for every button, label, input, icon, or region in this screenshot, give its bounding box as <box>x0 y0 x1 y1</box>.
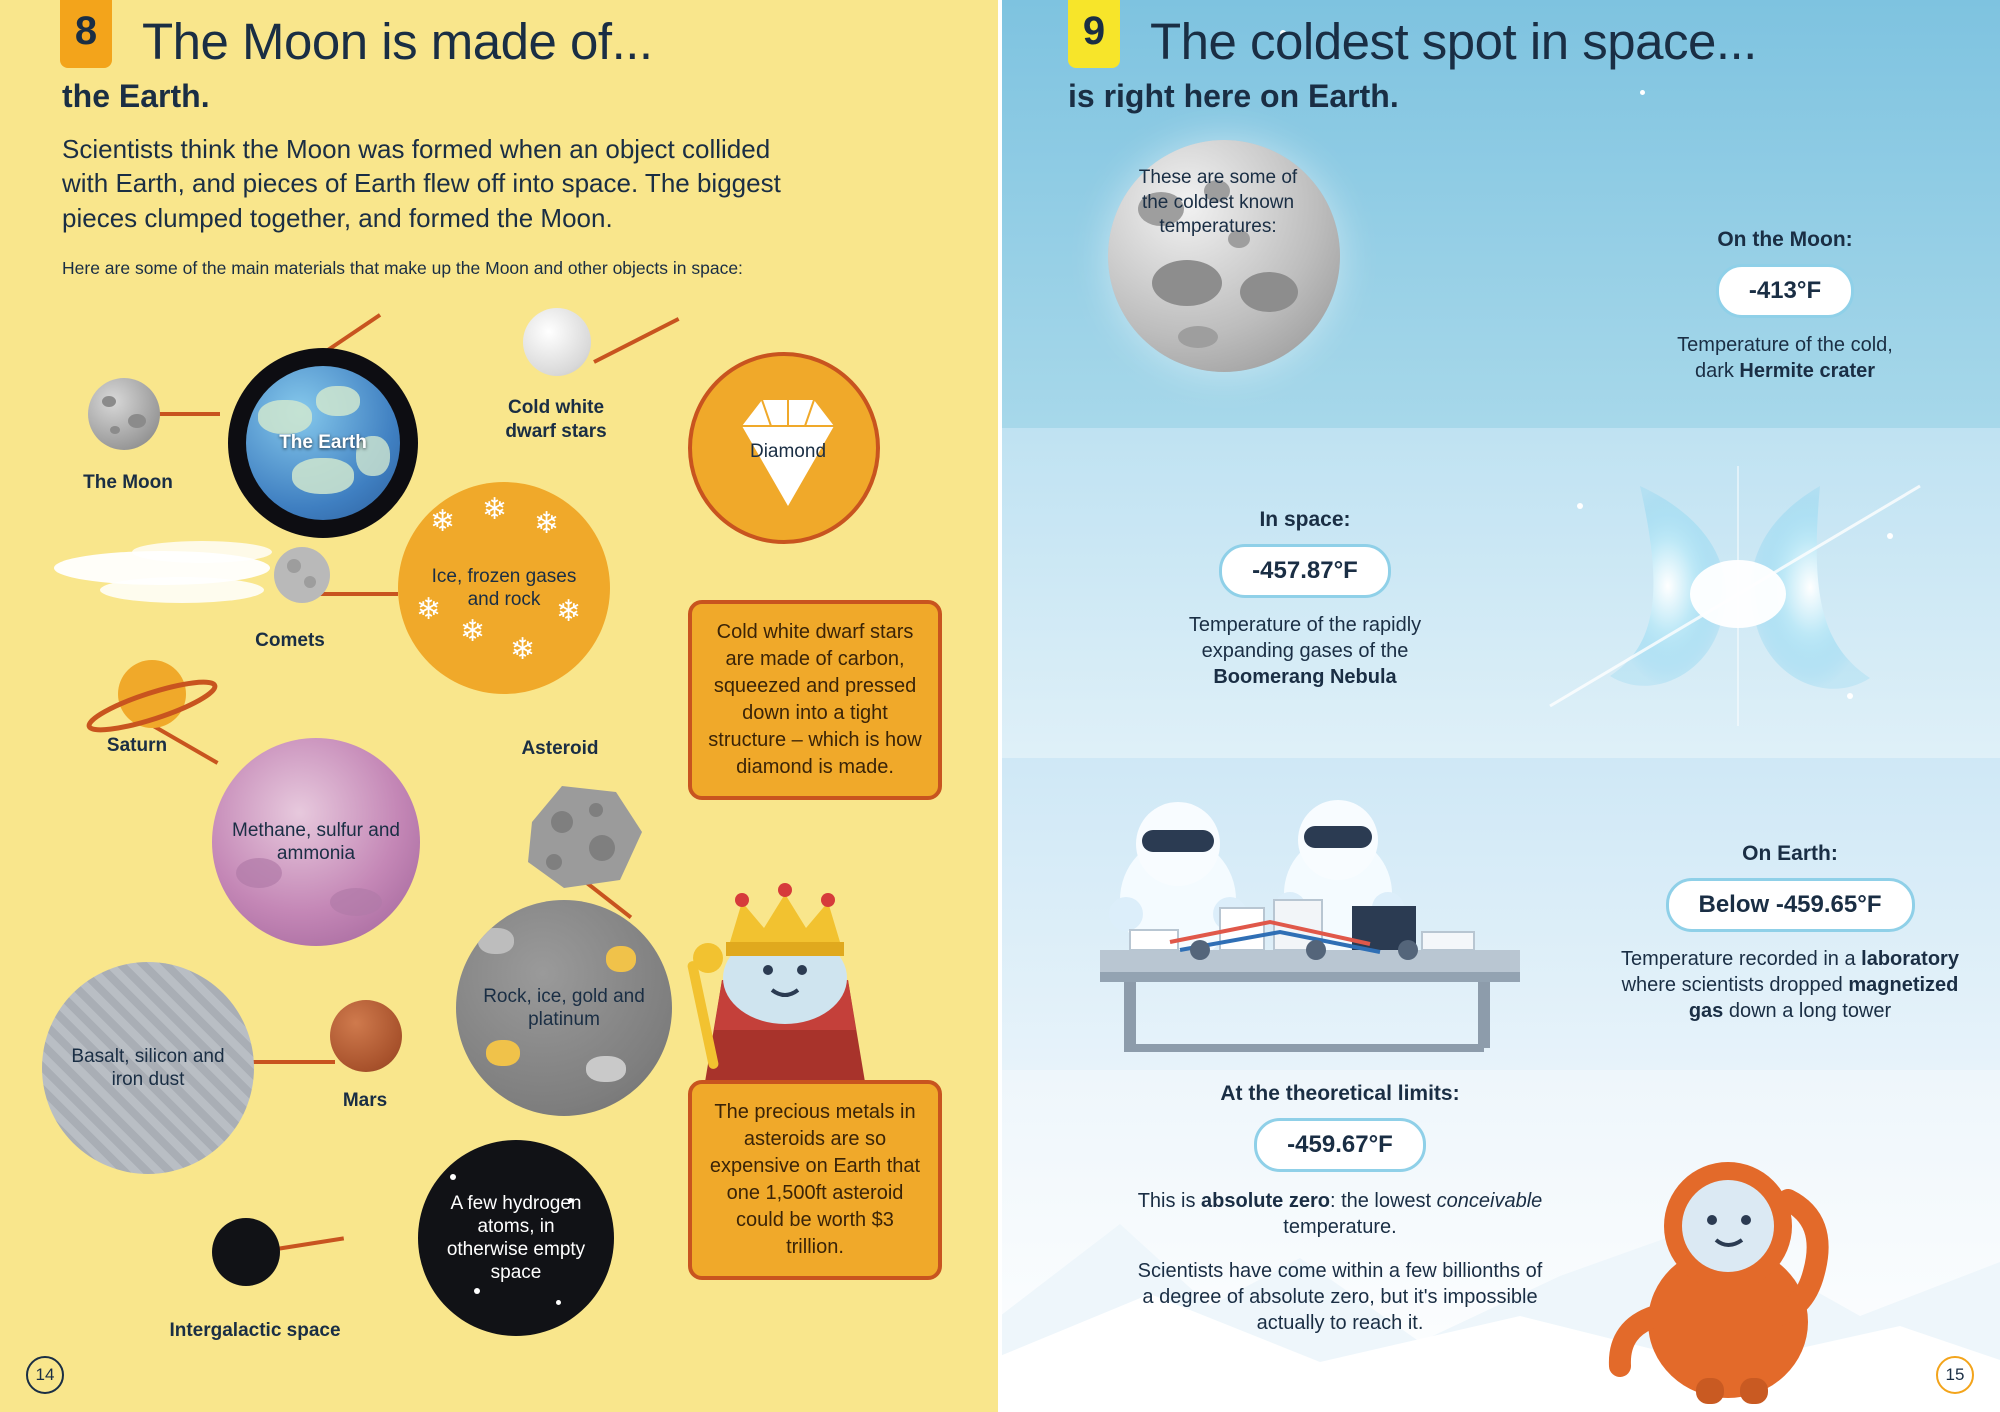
label-diamond: Diamond <box>749 441 827 463</box>
caption-cold-white-dwarf-stars: Cold white dwarf stars <box>505 397 607 442</box>
boxout-dwarf-stars: Cold white dwarf stars are made of carbon, squeezed and pressed down into a tight structure – which is how diamond is made. <box>688 600 942 800</box>
intergalactic-circle <box>418 1140 614 1336</box>
moon-illustration <box>88 378 160 450</box>
entry-desc-l3b-earth: down a long tower <box>1723 1000 1892 1022</box>
page-gutter <box>998 0 1002 1412</box>
entry-desc-line1-space: Temperature of the rapidly <box>1188 614 1422 636</box>
abs-zero-b: absolute zero <box>1201 1190 1330 1212</box>
abs-zero-d: conceivable <box>1436 1190 1543 1212</box>
lab-scientists-illustration <box>1070 782 1540 1052</box>
boxout-precious-metals: The precious metals in asteroids are so expensive on Earth that one 1,500ft asteroid could be worth $3 trillion. <box>688 1080 942 1280</box>
caption-mars: Mars <box>342 1090 388 1111</box>
abs-zero-e: temperature. <box>1283 1216 1397 1238</box>
earth-illustration <box>228 348 418 538</box>
entry-desc-absolute-zero <box>1130 1188 1550 1240</box>
entry-label-in-space: In space: <box>1259 508 1351 531</box>
caption-comets: Comets <box>255 630 325 651</box>
caption-asteroid: Asteroid <box>521 738 599 759</box>
entry-desc-bold-moon: Hermite crater <box>1739 360 1876 382</box>
section-number-badge-8: 8 <box>60 0 112 68</box>
label-methane: Methane, sulfur and ammonia <box>232 819 400 864</box>
entry-label-on-the-moon: On the Moon: <box>1717 228 1853 251</box>
entry-value-in-space: -457.87°F <box>1219 544 1391 598</box>
label-the-earth: The Earth <box>279 432 367 454</box>
entry-desc-line1-moon: Temperature of the cold, <box>1677 334 1893 356</box>
page-number-right: 15 <box>1936 1356 1974 1394</box>
page-subtitle-right: is right here on Earth. <box>1068 78 1399 114</box>
comet-illustration <box>52 520 332 630</box>
entry-in-space <box>1110 508 1500 690</box>
connector-diamond <box>593 317 679 364</box>
page-subtitle-left: the Earth. <box>62 78 210 114</box>
entry-desc-in-space <box>1110 612 1500 690</box>
ice-circle: ❄ ❄ ❄ ❄ ❄ ❄ ❄ Ice, frozen gases and rock <box>398 482 610 694</box>
label-hydrogen: A few hydrogen atoms, in otherwise empty space <box>446 1192 586 1284</box>
caption-the-moon: The Moon <box>83 472 173 493</box>
entry-theoretical-limits <box>1130 1082 1550 1336</box>
intro-paragraph-left: Scientists think the Moon was formed when an object collided with Earth, and pieces of Earth flew off into space. The biggest pieces clumped together, and formed the Moon. <box>62 134 781 233</box>
abs-zero-a: This is <box>1137 1190 1202 1212</box>
coldest-intro-note: These are some of the coldest known temperatures: <box>1138 167 1298 238</box>
entry-desc-l3a-earth: gas <box>1688 1000 1724 1022</box>
entry-desc-l1b-earth: laboratory <box>1861 948 1959 970</box>
rock-ice-circle <box>456 900 672 1116</box>
entry-desc-on-earth <box>1590 946 1990 1024</box>
boomerang-nebula-illustration <box>1490 446 1950 746</box>
asteroid-illustration <box>510 770 650 900</box>
entry-value-on-earth: Below -459.65°F <box>1666 878 1915 932</box>
basalt-circle <box>42 962 254 1174</box>
entry-value-theoretical-limits: -459.67°F <box>1254 1118 1426 1172</box>
astronaut-character-illustration <box>1600 1140 1880 1410</box>
connector-mars <box>250 1060 335 1064</box>
entry-label-theoretical-limits: At the theoretical limits: <box>1220 1082 1460 1105</box>
section-number-badge-9: 9 <box>1068 0 1120 68</box>
entry-desc-l2b-earth: magnetized <box>1848 974 1959 996</box>
entry-on-the-moon <box>1620 228 1950 384</box>
entry-desc-bold-space: Boomerang Nebula <box>1213 666 1397 688</box>
entry-on-earth <box>1590 842 1990 1024</box>
diamond-circle <box>688 352 880 544</box>
entry-value-on-the-moon: -413°F <box>1716 264 1854 318</box>
entry-desc-line2-moon: dark <box>1694 360 1740 382</box>
label-ice: Ice, frozen gases and rock <box>431 565 577 610</box>
lead-line-left: Here are some of the main materials that make up the Moon and other objects in space: <box>62 258 743 278</box>
entry-label-on-earth: On Earth: <box>1742 842 1838 865</box>
entry-desc-billionths: Scientists have come within a few billionths of a degree of absolute zero, but it's impossible actually to reach it. <box>1137 1260 1543 1334</box>
caption-saturn: Saturn <box>106 735 168 756</box>
black-dot-intergalactic <box>212 1218 280 1286</box>
connector-moon <box>150 412 220 416</box>
entry-desc-l2a-earth: where scientists dropped <box>1621 974 1849 996</box>
entry-desc-on-the-moon <box>1620 332 1950 384</box>
caption-intergalactic-space: Intergalactic space <box>169 1320 341 1341</box>
page-number-left: 14 <box>26 1356 64 1394</box>
label-basalt: Basalt, silicon and iron dust <box>71 1045 225 1090</box>
entry-desc-l1a-earth: Temperature recorded in a <box>1621 948 1862 970</box>
methane-circle <box>212 738 420 946</box>
label-rock-ice: Rock, ice, gold and platinum <box>483 985 645 1030</box>
page-title-left: The Moon is made of... <box>142 13 653 70</box>
page-title-right: The coldest spot in space... <box>1150 13 1757 70</box>
white-dwarf-star-illustration <box>523 308 591 376</box>
abs-zero-c: : the lowest <box>1329 1190 1437 1212</box>
mars-illustration <box>330 1000 402 1072</box>
entry-desc-line2-space: expanding gases of the <box>1201 640 1409 662</box>
